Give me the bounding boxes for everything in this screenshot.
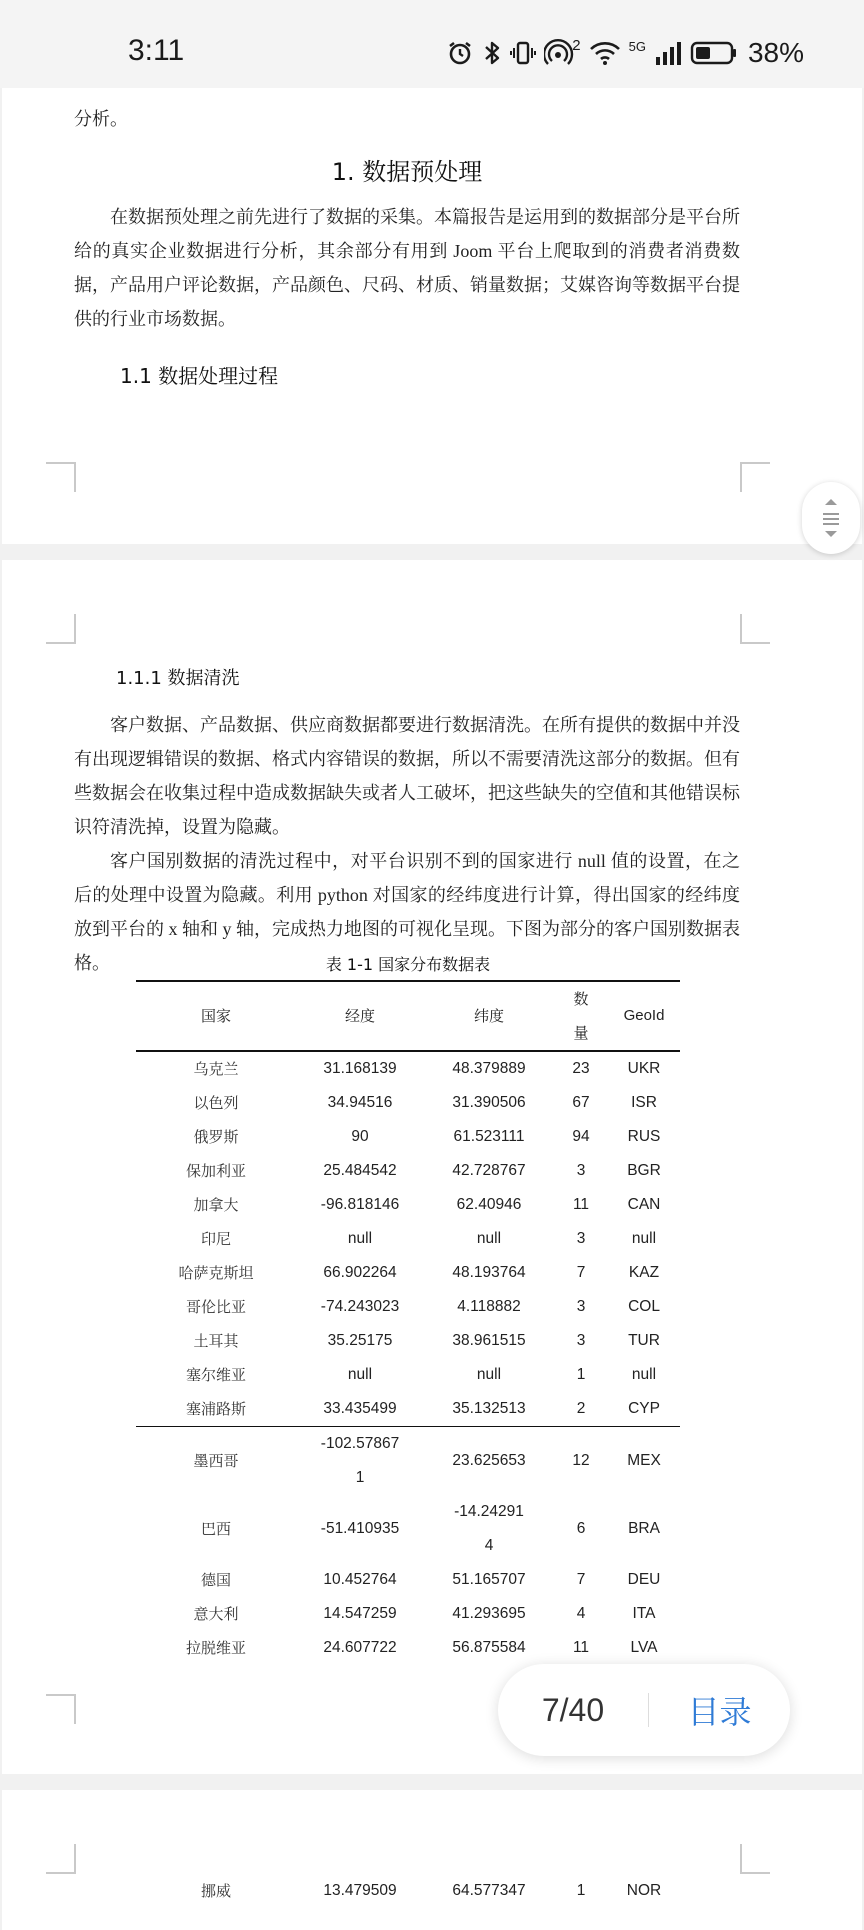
crop-mark — [740, 462, 770, 492]
cell-count: 7 — [576, 1571, 586, 1588]
cell-longitude: -51.410935 — [320, 1520, 400, 1537]
cell-country: 德国 — [200, 1571, 231, 1589]
page-counter[interactable]: 7/40 — [541, 1691, 605, 1728]
cell-geoid: BRA — [628, 1520, 660, 1537]
cell-country: 加拿大 — [193, 1196, 239, 1214]
cell-longitude: 33.435499 — [323, 1400, 397, 1417]
header-count-top: 数 — [573, 990, 589, 1008]
cell-count: 11 — [572, 1196, 590, 1213]
table-row — [136, 1290, 680, 1324]
cell-longitude: 34.94516 — [327, 1094, 393, 1111]
cell-latitude: 41.293695 — [452, 1605, 526, 1622]
cell-geoid: null — [631, 1230, 657, 1247]
cell-latitude: 35.132513 — [452, 1400, 526, 1417]
cell-geoid: ITA — [632, 1605, 656, 1622]
cell-geoid: RUS — [627, 1128, 661, 1145]
cell-latitude: null — [476, 1366, 502, 1383]
table-row — [136, 1222, 680, 1256]
crop-mark — [46, 1844, 76, 1874]
cell-longitude: null — [347, 1230, 373, 1247]
document-page[interactable] — [2, 560, 862, 1774]
cell-line: -102.57867 — [320, 1435, 400, 1452]
cell-count: 3 — [576, 1230, 586, 1247]
header-country: 国家 — [200, 1007, 231, 1025]
cell-count: 11 — [572, 1639, 590, 1656]
cell-country: 塞浦路斯 — [185, 1400, 246, 1418]
cell-line: 4 — [484, 1537, 494, 1554]
table-row — [136, 1495, 680, 1563]
cell-geoid: COL — [628, 1298, 660, 1315]
paragraph-cleaning-2: 客户国别数据的清洗过程中，对平台识别不到的国家进行 null 值的设置，在之后的处理中设置为隐藏。利用 python 对国家的经纬度进行计算，得出国家的经纬度放到平台的 x 轴和 y 轴，完成热力地图的可视化呈现。下图为部分的客户国别数据表格。 — [74, 851, 740, 973]
table-header-row — [136, 981, 680, 1051]
wifi-icon — [589, 39, 621, 67]
cell-longitude: 14.547259 — [323, 1605, 397, 1622]
table-of-contents-button[interactable]: 目录 — [687, 1693, 752, 1731]
header-count-bottom: 量 — [573, 1024, 589, 1042]
cell-count: 3 — [576, 1298, 586, 1315]
heading-data-processing: 1.1 数据处理过程 — [120, 364, 279, 388]
cell-geoid: null — [631, 1366, 657, 1383]
cell-count: 1 — [576, 1882, 586, 1899]
cell-count: 4 — [576, 1605, 586, 1622]
header-latitude: 纬度 — [473, 1007, 504, 1025]
cell-latitude: 42.728767 — [452, 1162, 526, 1179]
cell-latitude: 48.379889 — [452, 1060, 526, 1077]
vibrate-icon — [510, 39, 536, 67]
cell-latitude: null — [476, 1230, 502, 1247]
cell-geoid: TUR — [628, 1332, 660, 1349]
cell-longitude: 90 — [351, 1128, 369, 1145]
cell-geoid: ISR — [631, 1094, 657, 1111]
cell-geoid: BGR — [627, 1162, 661, 1179]
cell-latitude: 62.40946 — [456, 1196, 522, 1213]
crop-mark — [740, 1844, 770, 1874]
cell-country: 塞尔维亚 — [185, 1366, 246, 1384]
cell-longitude: 31.168139 — [323, 1060, 397, 1077]
document-page[interactable] — [2, 88, 862, 544]
table-row — [136, 1597, 680, 1631]
bluetooth-icon — [482, 39, 502, 67]
hotspot-badge: 2 — [572, 36, 581, 54]
cell-country: 拉脱维亚 — [185, 1639, 246, 1657]
signal-icon — [654, 39, 682, 67]
cell-latitude: 51.165707 — [452, 1571, 526, 1588]
alarm-icon — [446, 39, 474, 67]
cell-country: 乌克兰 — [193, 1060, 239, 1078]
cell-latitude: 38.961515 — [452, 1332, 526, 1349]
cell-latitude: 64.577347 — [452, 1882, 526, 1899]
cell-latitude — [424, 1495, 554, 1563]
cell-longitude — [296, 1427, 424, 1496]
cell-longitude: 66.902264 — [323, 1264, 397, 1281]
cell-latitude: 56.875584 — [452, 1639, 526, 1656]
cell-count: 6 — [576, 1520, 586, 1537]
table-caption: 表 1-1 国家分布数据表 — [325, 955, 491, 974]
scroll-handle[interactable] — [802, 482, 860, 554]
cell-count: 7 — [576, 1264, 586, 1281]
heading-data-cleaning: 1.1.1 数据清洗 — [116, 668, 240, 689]
cell-longitude: -74.243023 — [320, 1298, 400, 1315]
cell-geoid: MEX — [627, 1452, 661, 1469]
header-longitude: 经度 — [344, 1007, 375, 1025]
paragraph-data-collection: 在数据预处理之前先进行了数据的采集。本篇报告是运用到的数据部分是平台所给的真实企业数据进行分析，其余部分有用到 Joom 平台上爬取到的消费者消费数据，产品用户评论数据，产品颜色、尺码、材质、销量数据；艾媒咨询等数据平台提供的行业市场数据。 — [74, 207, 740, 329]
table-row — [136, 1358, 680, 1392]
table-row — [136, 1188, 680, 1222]
heading-data-preprocessing: 1. 数据预处理 — [331, 158, 483, 186]
status-bar — [0, 0, 864, 88]
cell-latitude: 4.118882 — [457, 1298, 521, 1315]
cell-count: 94 — [572, 1128, 590, 1145]
cell-geoid: UKR — [627, 1060, 661, 1077]
cell-count: 12 — [572, 1452, 590, 1469]
cell-latitude: 61.523111 — [453, 1128, 525, 1145]
battery-icon — [690, 39, 738, 67]
cell-geoid: DEU — [627, 1571, 661, 1588]
cell-count: 2 — [576, 1400, 586, 1417]
cell-count: 1 — [576, 1366, 586, 1383]
table-row — [136, 1051, 680, 1086]
page-navigation-pill — [498, 1664, 790, 1756]
cell-country: 印尼 — [200, 1230, 231, 1248]
paragraph-fragment: 分析。 — [74, 109, 128, 129]
country-table-continued — [136, 1874, 680, 1908]
cell-longitude: 24.607722 — [323, 1639, 397, 1656]
cell-longitude: 35.25175 — [327, 1332, 393, 1349]
country-table — [136, 980, 680, 1665]
table-row — [136, 1392, 680, 1427]
hotspot-icon — [544, 39, 574, 67]
cell-country: 保加利亚 — [185, 1162, 246, 1180]
cell-country: 挪威 — [200, 1882, 231, 1900]
crop-mark — [46, 462, 76, 492]
header-count — [554, 981, 608, 1051]
network-label: 5G — [628, 38, 646, 54]
cell-line: 1 — [355, 1469, 365, 1486]
table-row — [136, 1427, 680, 1496]
crop-mark — [46, 614, 76, 644]
table-row — [136, 1631, 680, 1665]
crop-mark — [46, 1694, 76, 1724]
cell-longitude: -96.818146 — [320, 1196, 400, 1213]
cell-country: 意大利 — [193, 1605, 239, 1623]
table-row — [136, 1324, 680, 1358]
cell-latitude: 23.625653 — [452, 1452, 526, 1469]
cell-country: 墨西哥 — [193, 1452, 239, 1470]
cell-country: 俄罗斯 — [193, 1128, 239, 1146]
table-row — [136, 1874, 680, 1908]
table-row — [136, 1563, 680, 1597]
crop-mark — [740, 614, 770, 644]
cell-longitude: null — [347, 1366, 373, 1383]
scroll-handle-icon — [820, 496, 842, 540]
cell-latitude: 31.390506 — [452, 1094, 526, 1111]
table-row — [136, 1086, 680, 1120]
cell-count: 3 — [576, 1162, 586, 1179]
cell-geoid: NOR — [626, 1882, 662, 1899]
cell-count: 23 — [572, 1060, 590, 1077]
cell-latitude: 48.193764 — [452, 1264, 526, 1281]
battery-percentage: 38% — [747, 37, 804, 68]
table-row — [136, 1154, 680, 1188]
cell-geoid: CYP — [628, 1400, 660, 1417]
table-row — [136, 1120, 680, 1154]
cell-count: 67 — [572, 1094, 590, 1111]
cell-country: 巴西 — [200, 1520, 231, 1538]
status-time: 3:11 — [128, 34, 185, 67]
cell-count: 3 — [576, 1332, 586, 1349]
cell-longitude: 10.452764 — [323, 1571, 397, 1588]
cell-country: 哥伦比亚 — [185, 1298, 246, 1316]
cell-country: 哈萨克斯坦 — [178, 1264, 254, 1282]
table-row — [136, 1256, 680, 1290]
header-geoid: GeoId — [623, 1007, 665, 1024]
paragraph-cleaning-1: 客户数据、产品数据、供应商数据都要进行数据清洗。在所有提供的数据中并没有出现逻辑错误的数据、格式内容错误的数据，所以不需要清洗这部分的数据。但有些数据会在收集过程中造成数据缺失或者人工破坏，把这些缺失的空值和其他错误标识符清洗掉，设置为隐藏。 — [74, 715, 740, 837]
cell-line: -14.24291 — [454, 1503, 524, 1520]
cell-longitude: 25.484542 — [323, 1162, 397, 1179]
cell-country: 以色列 — [193, 1094, 239, 1112]
cell-longitude: 13.479509 — [323, 1882, 397, 1899]
status-icons — [446, 36, 804, 70]
cell-geoid: CAN — [627, 1196, 661, 1213]
cell-country: 土耳其 — [193, 1332, 239, 1350]
cell-geoid: KAZ — [628, 1264, 660, 1281]
cell-geoid: LVA — [630, 1639, 658, 1656]
document-page[interactable] — [2, 1790, 862, 1930]
